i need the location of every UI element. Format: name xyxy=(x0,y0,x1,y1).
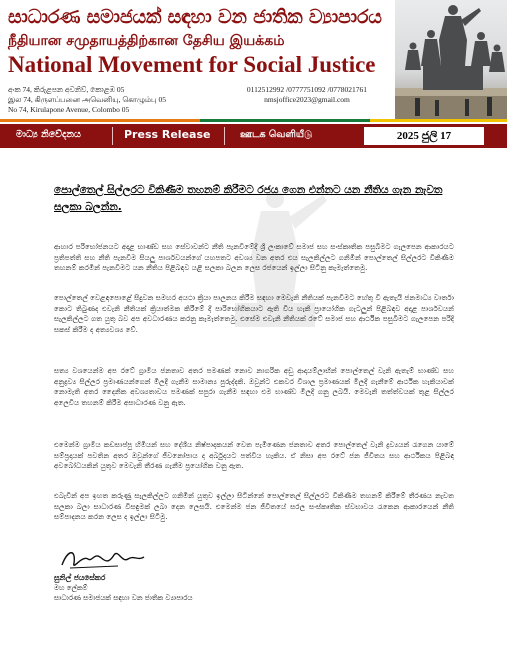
paragraph-5: එබැවින් අප ඉහත කරුණු සැලකිල්ලට ගනිමින් යුතුව ඉල්ලා සිටින්නේ පොල්තෙල් සිල්ලරට විකිණීම තහනම් කිරීමේ තීරණය නැවත සලකා බලා සාධාරණ විසඳුමක් ලබා දෙන ලෙසයි. එමෙන්ම ජන ජීවිතයේ සරල සංස්කෘතික ස්වභාවය රැකෙන ආකාරයෙන් නීති සම්පාදනය කරන ලෙස ද ඉල්ලා සිටිමු. xyxy=(54,491,454,522)
org-name-english: National Movement for Social Justice xyxy=(8,52,376,77)
bar-divider xyxy=(224,127,225,145)
stripe-green xyxy=(200,119,370,122)
org-name-tamil: நீதியான சமுதாயத்திற்கான தேசிய இயக்கம் xyxy=(8,33,285,49)
release-date: 2025 ජුලි 17 xyxy=(364,127,484,145)
press-release-bar xyxy=(0,124,507,148)
flag-stripe xyxy=(0,119,507,122)
signatory-name: සුනිල් ජයසේකර xyxy=(54,573,106,582)
press-label-sinhala: මාධ්‍ය නිවේදනය xyxy=(16,129,81,140)
bar-divider xyxy=(112,127,113,145)
paragraph-1: ආහාර පරිභෝජනයට අදාළ භාණ්ඩ සහ සේවාවන්ට නීති පැනවීමේදී ශ්‍රී ලංකාවේ සමාජ සහ සංස්කෘතික පසුබිමට ගැලපෙන ආකාරයට ප්‍රතිපත්ති සහ නීති පැනවීම සියලු පාර්ශවයන්ගේ යහපතට අවශ්‍ය වන අතර එය සැලකිල්ලට ගනිමින් පොල්තෙල් සිල්ලරට විකිණීම තහනම් කරමින් පැනවීමට යන නීතිය පිළිබඳව යළි සලකා බලන ලෙස රජයෙන් ඉල්ලා සිටිනු කැමැත්තෙමු. xyxy=(54,242,454,273)
handwritten-signature xyxy=(58,545,148,573)
paragraph-2: පොල්තෙල් වෙළඳපොළේ සිදුවන සමහර අයථා ක්‍රියා පාලනය කිරීම සඳහා මෙවැනි නීතියක් පැනවීමට හේතු වී ඇතැයි ජනමාධ්‍ය වාර්තා කොට තිබුණද එවැනි නීතියක් ක්‍රියාත්මක කිරීමේ දී පාරිභෝගිකයාට ඇති විය හැකි ප්‍රායෝගික ගැටලුන් පිළිබඳව අදාළ පාර්ශවයන් සැලකිල්ලට ගත යුතු බව අප අවධාරණය කරනු කැමැත්තෙමු. එසේම එවැනි නීතියක් රටේ සමාජ සහ ආර්ථික පසුබිමට ගැලපෙන පරිදි සකස් කිරීම ද අත්‍යවශ්‍ය වේ. xyxy=(54,293,454,334)
release-headline: පොල්තෙල් සිල්ලරට විකිණීම තහනම් කිරීමට රජය ගෙන එන්නට යන නීතිය ගැන නැවත සලකා බලන්න. xyxy=(54,184,443,213)
statue-photo xyxy=(395,0,507,120)
contact-block xyxy=(217,85,397,105)
signatory-block xyxy=(54,573,193,603)
address-block xyxy=(8,85,166,115)
address-tamil: இல 74, கிருளப்பனை அவெனியு, கொழும்பு 05 xyxy=(8,95,166,104)
phone-numbers: 0112512992 /0777751092 /0778021761 xyxy=(246,85,368,94)
email-address: nmsjoffice2023@gmail.com xyxy=(264,95,350,104)
address-english: No 74, Kirulapone Avenue, Colombo 05 xyxy=(8,105,130,114)
press-label-tamil: ஊடக வெளியீடு xyxy=(240,129,313,140)
stripe-yellow xyxy=(370,119,507,122)
org-name-sinhala: සාධාරණ සමාජයක් සඳහා වන ජාතික ව්‍යාපාරය xyxy=(8,6,382,28)
press-label-english: Press Release xyxy=(124,128,211,141)
stripe-orange xyxy=(0,119,200,122)
signatory-role: මහ ලේකම් xyxy=(54,584,88,592)
paragraph-4: එමෙන්ම ග්‍රාමීය කඩසාප්පු හිමියන් සහ දේශීය නිෂ්පාදකයන් වෙත පැමිණෙන ජනතාව අතර පොල්තෙල් වැනි ද්‍රව්‍යයන් රැගෙන යාමේ සම්ප්‍රදායක් පවතින අතර ඔවුන්ගේ ජීවනෝපාය ද අර්බුදයට පත්විය හැකිය. ඒ නිසා අප රටේ ජන ජීවිතය සහ ආර්ථිකය පිළිබඳ අවබෝධයකින් යුතුව මෙවැනි තීරණ ගැනීම ප්‍රයෝගික වනු ඇත. xyxy=(54,440,454,471)
paragraph-3: සත්‍ය වශයෙන්ම අප රටේ ග්‍රාමීය ජනතාව අතර පමණක් නොව නාගරික අඩු ආදායම්ලාභීන් පොල්තෙල් වැනි ඇතැම් භාණ්ඩ සහ අනුද්‍රව්‍ය සිල්ලර ප්‍රමාණයන්ගෙන් මිලදී ගැනීම සාමාන්‍ය පුරුද්දකි. ඔවුන්ට එකවර විශාල ප්‍රමාණයක් මිලදී ගැනීමේ ආර්ථික හැකියාවක් නොමැති අතර දෛනික අවශ්‍යතාවය පමණක් සපුරා ගැනීම සඳහා එම භාණ්ඩ මිලදී ගනු ලබයි. මෙවැනි තත්ත්වයක් තුළ සිල්ලර අලෙවිය තහනම් කිරීම අසාධාරණ වනු ඇත. xyxy=(54,366,454,407)
address-sinhala: අංක 74, කිරුළපන අවනිව්, කොළඹ 05 xyxy=(8,85,125,94)
signatory-org: සාධාරණ සමාජයක් සඳහා වන ජාතික ව්‍යාපාරය xyxy=(54,594,193,602)
